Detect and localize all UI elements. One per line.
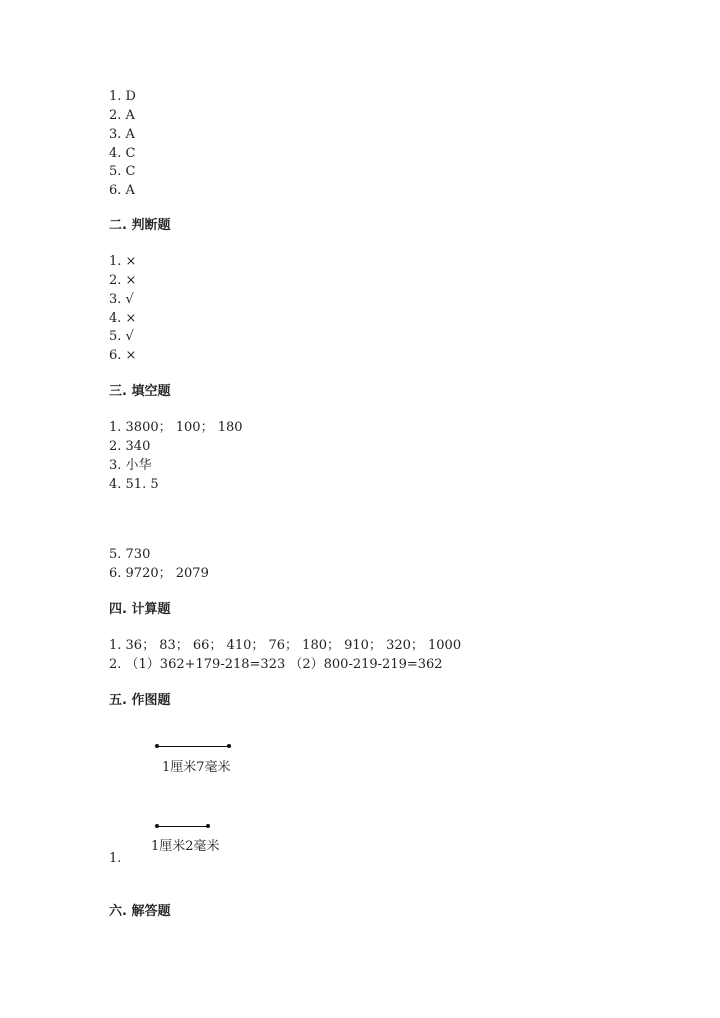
calc-answer-2: 2. （1）362+179-218=323 （2）800-219-219=362	[109, 657, 443, 672]
judgement-answer-4: 4. ×	[109, 311, 137, 326]
segment-2-line	[157, 826, 208, 827]
judgement-answer-1: 1. ×	[109, 254, 137, 269]
judgement-answer-3: 3. √	[109, 292, 134, 307]
choice-answer-6: 6. A	[109, 183, 135, 198]
segment-1-endpoint-left	[155, 744, 159, 748]
judgement-answer-2: 2. ×	[109, 273, 137, 288]
drawing-item-number: 1.	[109, 851, 122, 866]
section-title-answer: 六. 解答题	[109, 904, 171, 919]
section-title-fill-blank: 三. 填空题	[109, 384, 171, 399]
judgement-answer-6: 6. ×	[109, 348, 137, 363]
section-title-calculation: 四. 计算题	[109, 602, 171, 617]
choice-answer-4: 4. C	[109, 146, 136, 161]
choice-answer-2: 2. A	[109, 108, 135, 123]
section-title-drawing: 五. 作图题	[109, 693, 171, 708]
fill-answer-1: 1. 3800； 100； 180	[109, 420, 243, 435]
segment-1-endpoint-right	[227, 744, 231, 748]
fill-answer-2: 2. 340	[109, 439, 151, 454]
judgement-answer-5: 5. √	[109, 329, 134, 344]
fill-answer-3: 3. 小华	[109, 458, 152, 473]
choice-answer-1: 1. D	[109, 89, 136, 104]
segment-2-endpoint-right	[206, 824, 210, 828]
segment-2-endpoint-left	[155, 824, 159, 828]
choice-answer-5: 5. C	[109, 164, 136, 179]
segment-1-line	[157, 746, 229, 747]
calc-answer-1: 1. 36； 83； 66； 410； 76； 180； 910； 320； 1000	[109, 638, 462, 653]
choice-answer-3: 3. A	[109, 127, 135, 142]
fill-answer-5: 5. 730	[109, 547, 151, 562]
segment-2-label: 1厘米2毫米	[151, 839, 220, 854]
fill-answer-6: 6. 9720； 2079	[109, 566, 209, 581]
section-title-judgement: 二. 判断题	[109, 218, 171, 233]
segment-1-label: 1厘米7毫米	[162, 760, 231, 775]
fill-answer-4: 4. 51. 5	[109, 477, 159, 492]
